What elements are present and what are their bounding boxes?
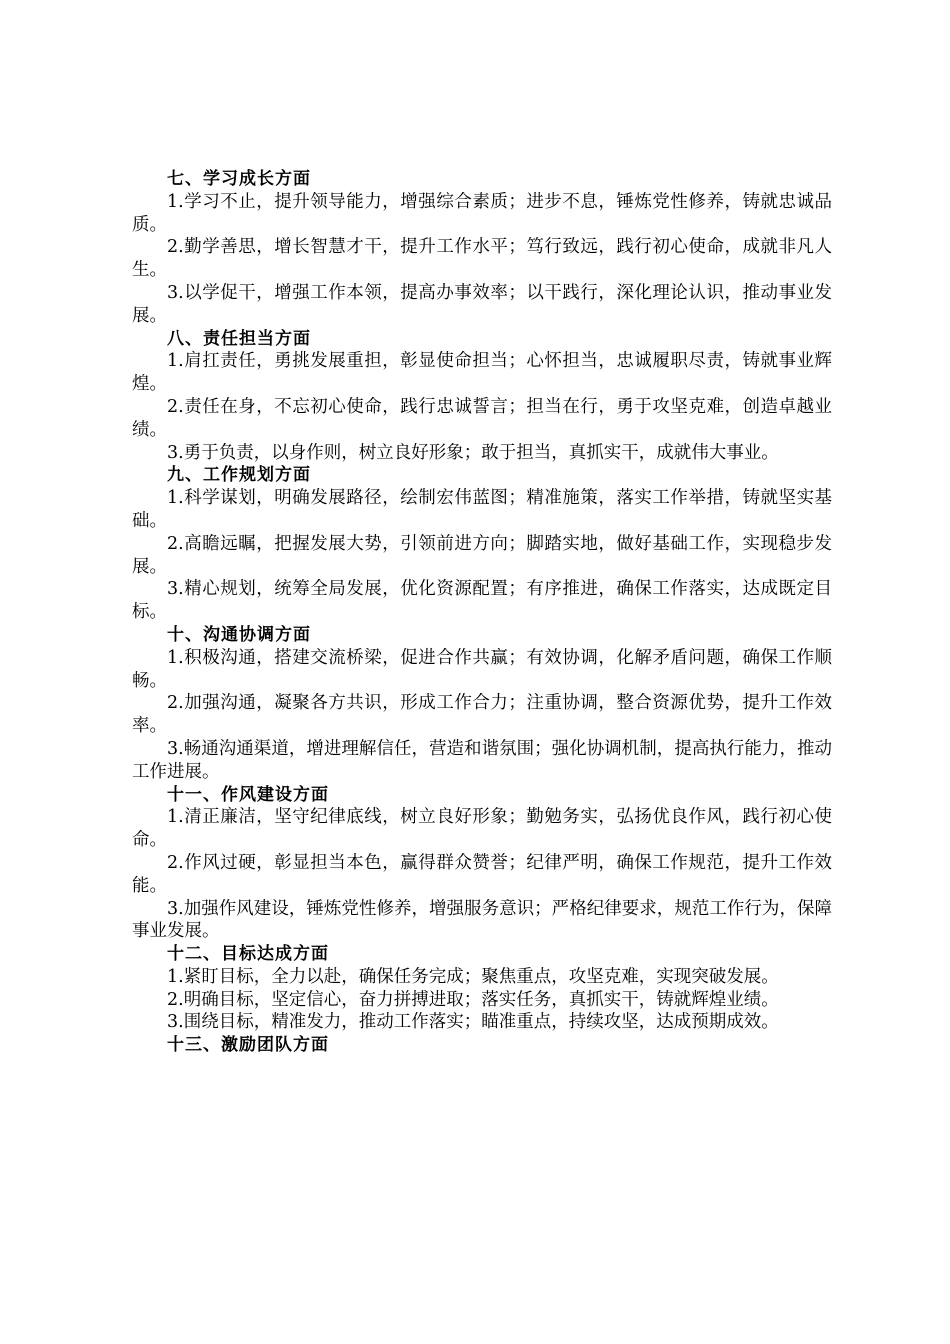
list-item: 2.勤学善思，增长智慧才干，提升工作水平；笃行致远，践行初心使命，成就非凡人生。: [132, 237, 832, 281]
section-heading: 九、工作规划方面: [167, 465, 311, 486]
list-item: 1.学习不止，提升领导能力，增强综合素质；进步不息，锤炼党性修养，铸就忠诚品质。: [132, 191, 832, 235]
section-heading: 七、学习成长方面: [167, 169, 311, 189]
section-heading: 八、责任担当方面: [167, 328, 311, 349]
list-item: 2.明确目标，坚定信心，奋力拼搏进取；落实任务，真抓实干，铸就辉煌业绩。: [167, 989, 779, 1010]
list-item: 2.加强沟通，凝聚各方共识，形成工作合力；注重协调，整合资源优势，提升工作效率。: [132, 693, 832, 737]
list-item: 2.责任在身，不忘初心使命，践行忠诚誓言；担当在行，勇于攻坚克难，创造卓越业绩。: [132, 396, 832, 440]
list-item: 1.积极沟通，搭建交流桥梁，促进合作共赢；有效协调，化解矛盾问题，确保工作顺畅。: [132, 647, 832, 691]
list-item: 1.清正廉洁，坚守纪律底线，树立良好形象；勤勉务实，弘扬优良作风，践行初心使命。: [132, 807, 832, 851]
list-item: 3.以学促干，增强工作本领，提高办事效率；以干践行，深化理论认识，推动事业发展。: [132, 282, 832, 326]
list-item: 3.围绕目标，精准发力，推动工作落实；瞄准重点，持续攻坚，达成预期成效。: [167, 1012, 779, 1033]
list-item: 1.紧盯目标，全力以赴，确保任务完成；聚焦重点，攻坚克难，实现突破发展。: [167, 966, 779, 987]
section-communication: [132, 624, 832, 784]
section-study-growth: [132, 168, 832, 328]
list-item: 2.作风过硬，彰显担当本色，赢得群众赞誉；纪律严明，确保工作规范，提升工作效能。: [132, 852, 832, 896]
section-goal-achievement: [132, 943, 832, 1034]
list-item: 1.科学谋划，明确发展路径，绘制宏伟蓝图；精准施策，落实工作举措，铸就坚实基础。: [132, 488, 832, 531]
section-heading: 十、沟通协调方面: [167, 624, 311, 645]
list-item: 3.精心规划，统筹全局发展，优化资源配置；有序推进，确保工作落实，达成既定目标。: [132, 579, 832, 623]
section-responsibility: [132, 328, 832, 465]
section-heading: 十一、作风建设方面: [167, 784, 329, 805]
section-work-style: [132, 784, 832, 944]
list-item: 1.肩扛责任，勇挑发展重担，彰显使命担当；心怀担当，忠诚履职尽责，铸就事业辉煌。: [132, 351, 832, 395]
section-work-planning: [132, 464, 832, 624]
section-team-motivation: [132, 1034, 832, 1057]
section-heading: 十三、激励团队方面: [167, 1035, 329, 1056]
section-heading: 十二、目标达成方面: [167, 944, 329, 965]
list-item: 2.高瞻远瞩，把握发展大势，引领前进方向；脚踏实地，做好基础工作，实现稳步发展。: [132, 533, 832, 577]
list-item: 3.畅通沟通渠道，增进理解信任，营造和谐氛围；强化协调机制，提高执行能力，推动工作进展。: [132, 738, 832, 782]
list-item: 3.勇于负责，以身作则，树立良好形象；敢于担当，真抓实干，成就伟大事业。: [167, 442, 779, 463]
document-page: [132, 168, 832, 1057]
list-item: 3.加强作风建设，锤炼党性修养，增强服务意识；严格纪律要求，规范工作行为，保障事业发展。: [132, 898, 832, 942]
